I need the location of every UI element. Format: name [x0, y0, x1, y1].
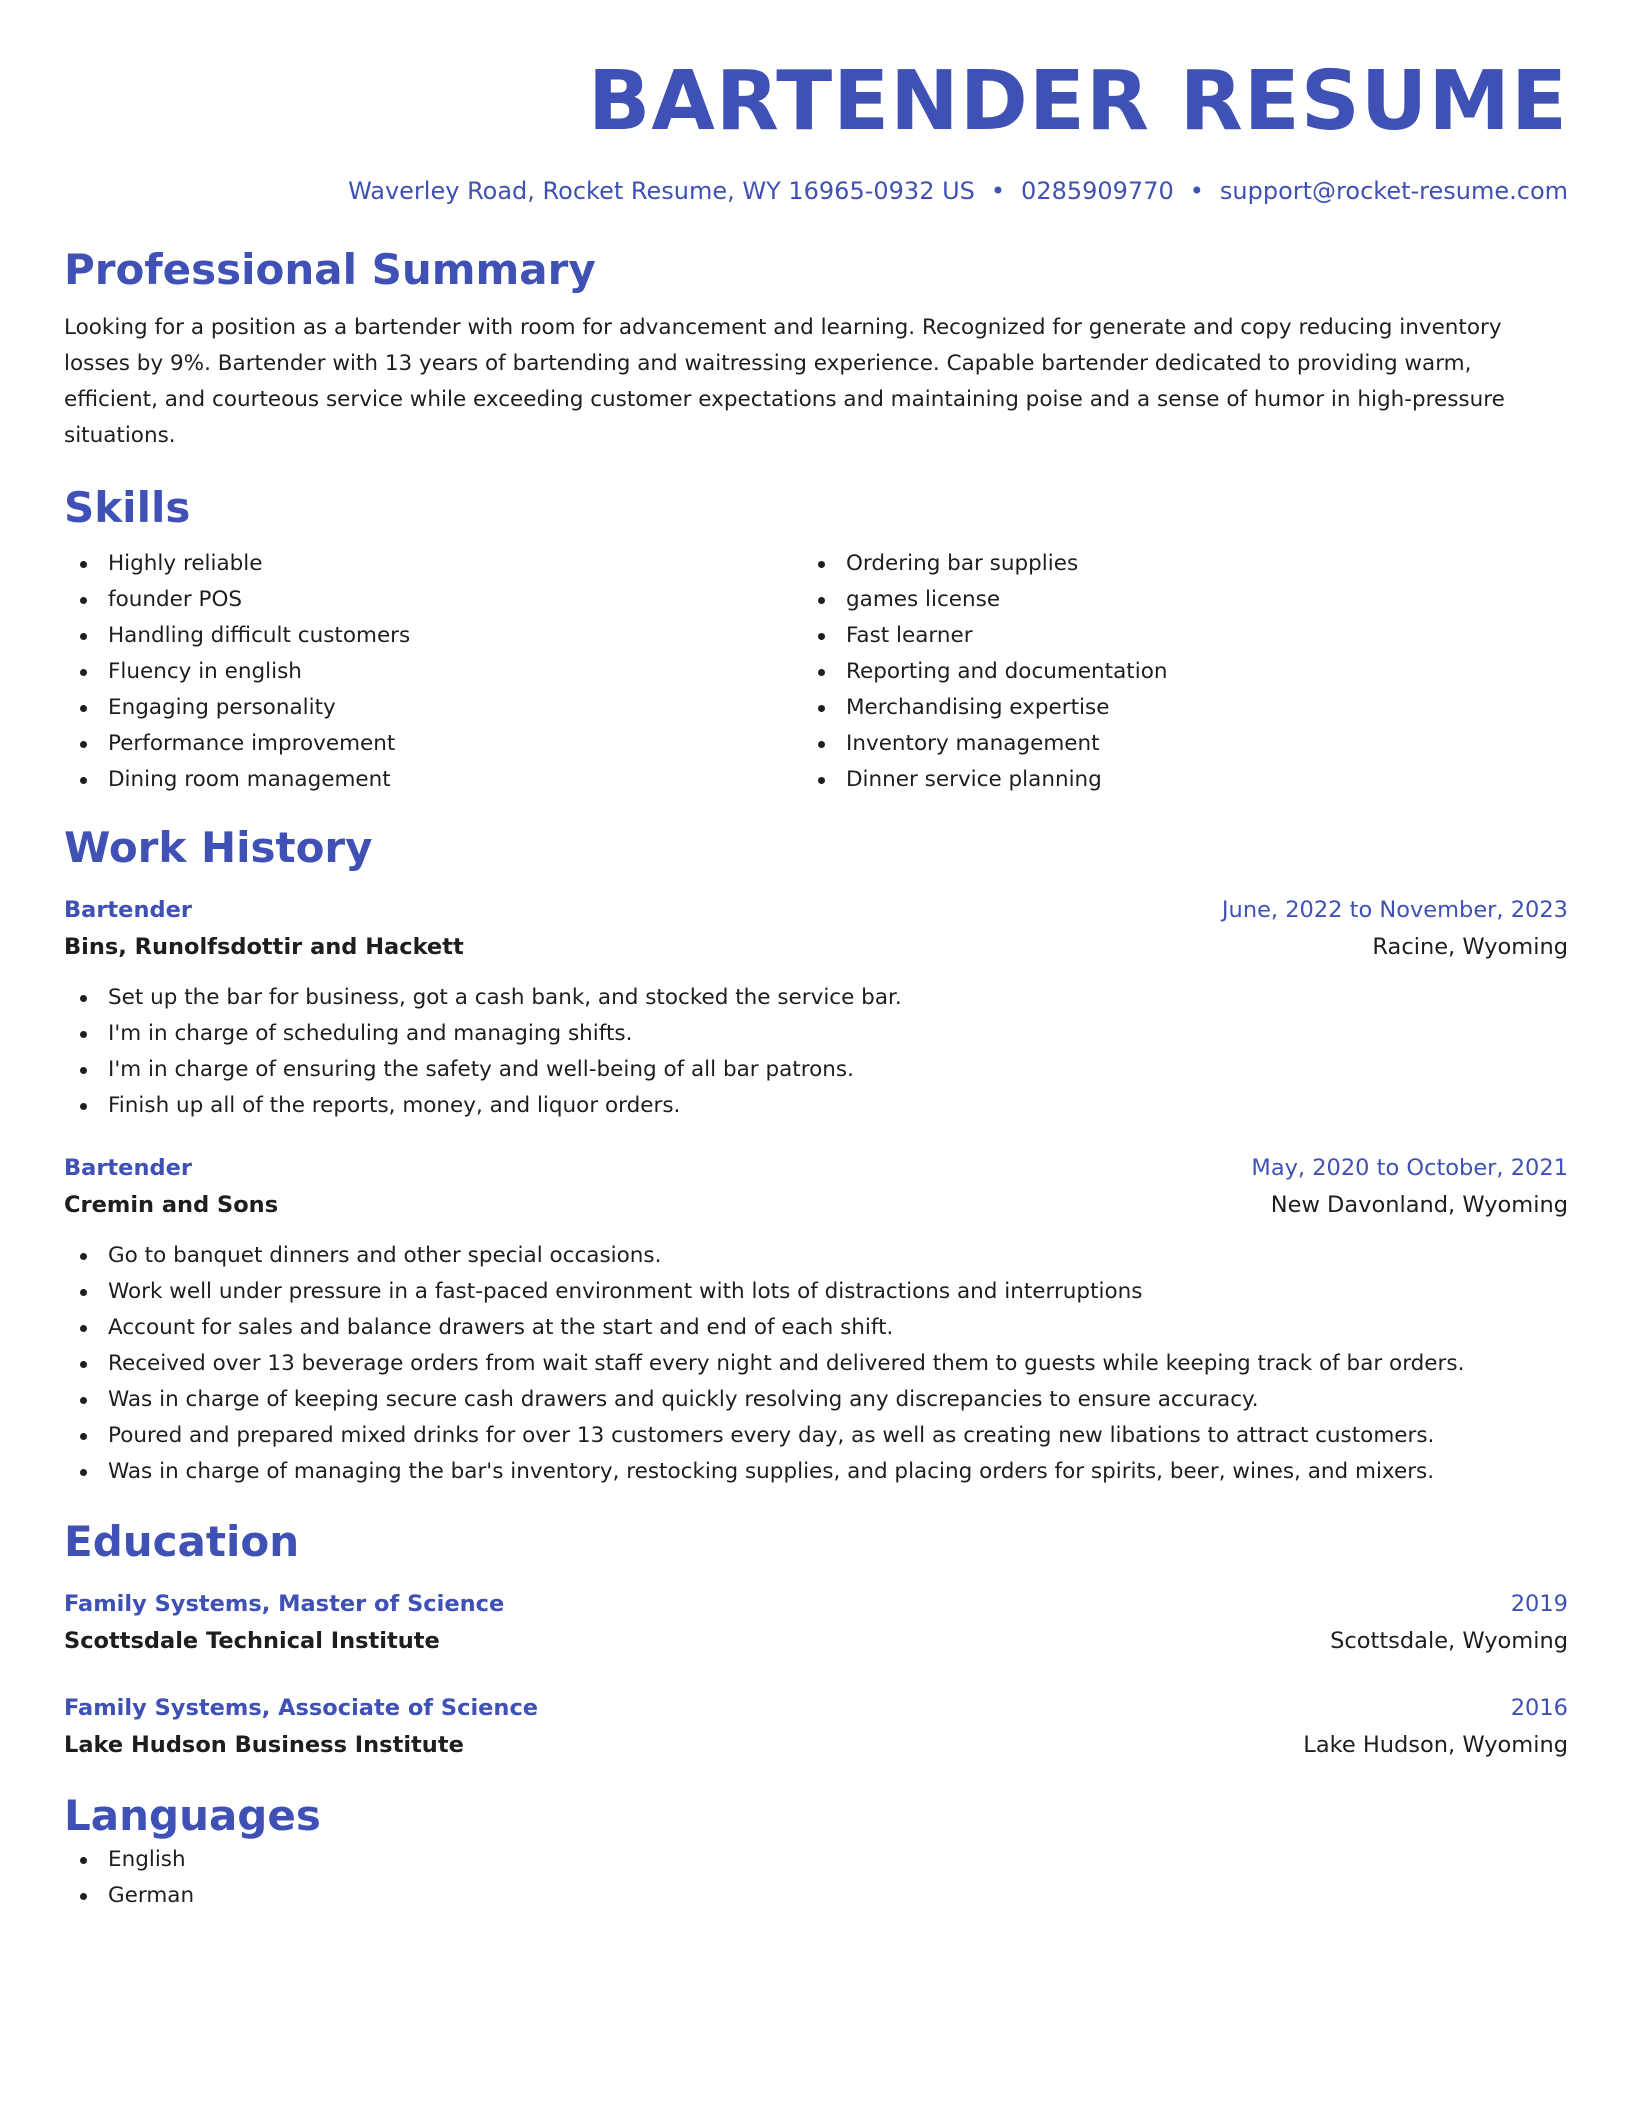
- skill-item: Performance improvement: [64, 726, 802, 762]
- skill-item: Inventory management: [802, 726, 1540, 762]
- job-header-row: [64, 892, 1568, 928]
- job-header-row: [64, 1150, 1568, 1186]
- summary-text: Looking for a position as a bartender with room for advancement and learning. Recognized for generate and copy reducing inventory losses by 9%. Bartender with 13 years of bartending and waitressing experience. Capable bartender dedicated to providing warm, efficient, and courteous service while exceeding customer expectations and maintaining poise and a sense of humor in high-pressure situations.: [64, 315, 1505, 448]
- work-history-heading: Work History: [64, 823, 373, 872]
- education-section: [64, 1516, 1568, 1764]
- job-entry: [64, 892, 1568, 1124]
- job-company: Bins, Runolfsdottir and Hackett: [64, 934, 464, 960]
- skill-item: Merchandising expertise: [802, 690, 1540, 726]
- job-duty: Was in charge of keeping secure cash drawers and quickly resolving any discrepancies to ensure accuracy.: [64, 1382, 1568, 1418]
- education-school-row: [64, 1622, 1568, 1660]
- job-duty: Poured and prepared mixed drinks for over 13 customers every day, as well as creating new libations to attract customers.: [64, 1418, 1568, 1454]
- skill-item: Ordering bar supplies: [802, 546, 1540, 582]
- skill-item: Dining room management: [64, 762, 802, 798]
- summary-section: [64, 244, 1568, 454]
- language-item: English: [64, 1842, 1568, 1878]
- contact-separator: •: [990, 177, 1006, 205]
- education-school: Lake Hudson Business Institute: [64, 1732, 464, 1758]
- summary-heading: Professional Summary: [64, 245, 596, 294]
- job-duty: Was in charge of managing the bar's inventory, restocking supplies, and placing orders for spirits, beer, wines, and mixers.: [64, 1454, 1568, 1490]
- job-duty: Work well under pressure in a fast-paced environment with lots of distractions and interruptions: [64, 1274, 1568, 1310]
- job-duties: [64, 1238, 1568, 1490]
- job-company: Cremin and Sons: [64, 1192, 279, 1218]
- education-degree-row: [64, 1690, 1568, 1726]
- work-history-section: [64, 822, 1568, 1490]
- skills-list-right: [802, 546, 1540, 798]
- job-role: Bartender: [64, 897, 192, 923]
- languages-section: [64, 1790, 1568, 1914]
- languages-list: [64, 1842, 1568, 1914]
- education-degree: Family Systems, Master of Science: [64, 1591, 505, 1617]
- skill-item: Reporting and documentation: [802, 654, 1540, 690]
- education-entry: [64, 1586, 1568, 1660]
- skill-item: Fluency in english: [64, 654, 802, 690]
- skill-item: Fast learner: [802, 618, 1540, 654]
- education-location: Scottsdale, Wyoming: [1330, 1628, 1568, 1654]
- job-dates: June, 2022 to November, 2023: [1221, 897, 1568, 923]
- education-heading: Education: [64, 1517, 300, 1566]
- job-duty: Finish up all of the reports, money, and liquor orders.: [64, 1088, 1568, 1124]
- education-degree-row: [64, 1586, 1568, 1622]
- job-duty: Go to banquet dinners and other special occasions.: [64, 1238, 1568, 1274]
- job-duty: I'm in charge of scheduling and managing shifts.: [64, 1016, 1568, 1052]
- job-duties: [64, 980, 1568, 1124]
- languages-heading: Languages: [64, 1791, 321, 1840]
- job-company-row: [64, 928, 1568, 966]
- skills-grid: [64, 546, 1568, 798]
- skill-item: Engaging personality: [64, 690, 802, 726]
- skill-item: founder POS: [64, 582, 802, 618]
- skill-item: Highly reliable: [64, 546, 802, 582]
- job-entry: [64, 1150, 1568, 1490]
- job-role: Bartender: [64, 1155, 192, 1181]
- skills-heading: Skills: [64, 483, 191, 532]
- education-school: Scottsdale Technical Institute: [64, 1628, 440, 1654]
- job-dates: May, 2020 to October, 2021: [1251, 1155, 1568, 1181]
- skill-item: games license: [802, 582, 1540, 618]
- education-school-row: [64, 1726, 1568, 1764]
- skills-list-left: [64, 546, 802, 798]
- skill-item: Dinner service planning: [802, 762, 1540, 798]
- education-degree: Family Systems, Associate of Science: [64, 1695, 539, 1721]
- resume-header: [64, 0, 1568, 206]
- job-duty: I'm in charge of ensuring the safety and well-being of all bar patrons.: [64, 1052, 1568, 1088]
- job-duty: Set up the bar for business, got a cash bank, and stocked the service bar.: [64, 980, 1568, 1016]
- education-year: 2016: [1510, 1695, 1568, 1721]
- job-company-row: [64, 1186, 1568, 1224]
- resume-title: BARTENDER RESUME: [587, 54, 1568, 149]
- contact-email[interactable]: support@rocket-resume.com: [1219, 177, 1568, 205]
- education-entry: [64, 1690, 1568, 1764]
- job-duty: Account for sales and balance drawers at the start and end of each shift.: [64, 1310, 1568, 1346]
- job-duty: Received over 13 beverage orders from wait staff every night and delivered them to guests while keeping track of bar orders.: [64, 1346, 1568, 1382]
- contact-address: Waverley Road, Rocket Resume, WY 16965-0932 US: [348, 177, 975, 205]
- contact-line: [64, 176, 1568, 206]
- education-year: 2019: [1510, 1591, 1568, 1617]
- skills-section: [64, 482, 1568, 798]
- education-location: Lake Hudson, Wyoming: [1303, 1732, 1568, 1758]
- contact-phone[interactable]: 0285909770: [1021, 177, 1174, 205]
- job-location: New Davonland, Wyoming: [1270, 1192, 1568, 1218]
- language-item: German: [64, 1878, 1568, 1914]
- skill-item: Handling difficult customers: [64, 618, 802, 654]
- contact-separator: •: [1189, 177, 1204, 205]
- job-location: Racine, Wyoming: [1372, 934, 1568, 960]
